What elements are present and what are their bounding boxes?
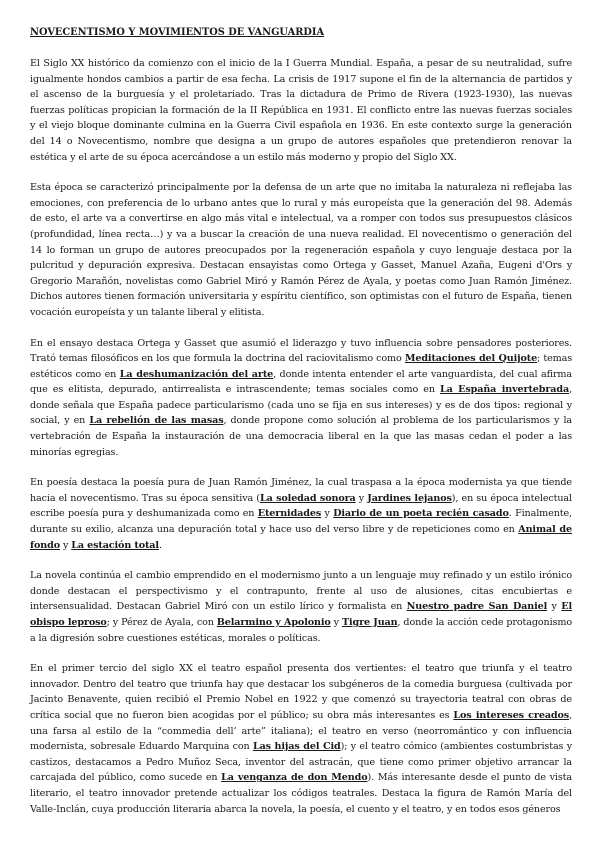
text-span: . Finalmente, durante su exilio, alcanza una depuración total y hace uso del verso libre y de repeticiones como en xyxy=(30,508,572,536)
work-title: Meditaciones del Quijote xyxy=(404,353,538,365)
text-span: En poesía destaca la poesía pura de Juan Ramón Jiménez, la cual traspasa a la época modernista ya que tiende hacia el novecentismo. Tras su época sensitiva ( xyxy=(30,477,572,504)
text-span: En el ensayo destaca Ortega y Gasset que asumió el liderazgo y tuvo influencia sobre pensadores posteriores. Trató temas filosóficos en los que formula la doctrina del raciovitalismo como xyxy=(30,337,572,365)
work-title: Animal de fondo xyxy=(30,524,572,551)
work-title: Los intereses creados xyxy=(453,709,570,721)
paragraph-essay xyxy=(30,336,572,461)
text-span: y xyxy=(355,492,368,504)
text-span: ; temas estéticos como en xyxy=(30,353,573,380)
work-title: La rebelión de las masas xyxy=(89,415,224,427)
work-title: La España invertebrada xyxy=(440,384,570,396)
paragraph-historical-context: El Siglo XX histórico da comienzo con el inicio de la I Guerra Mundial. España, a pesar de su neutralidad, sufre igualmente hondos cambios a partir de esa fecha. La crisis de 1917 supone el fin de la alternancia de partidos y el ascenso de la burguesía y el proletariado. Tras la dictadura de Primo de Rivera (1923-1930), las nuevas fuerzas políticas propician la formación de la II República en 1931. El conflicto entre las nuevas fuerzas sociales y el viejo bloque dominante culmina en la Guerra Civil española en 1936. En este contexto surge la generación del 14 o Novecentismo, nombre que designa a un grupo de autores españoles que pretendieron renovar la estética y el arte de su época acercándose a un estilo más moderno y propio del Siglo XX. xyxy=(30,58,572,163)
text-span: , donde intenta entender el arte vanguardista, del cual afirma que es elitista, depurado, antirrealista e intrascendente; temas sociales como en xyxy=(30,368,573,396)
paragraph-characteristics: Esta época se caracterizó principalmente por la defensa de un arte que no imitaba la naturaleza ni reflejaba las emociones, con preferencia de lo urbano antes que lo rural y más europeísta que la generación del 98. Además de esto, el arte va a convertirse en algo más vital e intelectual, va a romper con todos sus presupuestos clásicos (profundidad, línea recta…) y va a buscar la creación de una nueva realidad. El novecentismo o generación del 14 lo forman un grupo de autores preocupados por la regeneración española y cuyo lenguaje destaca por la pulcritud y depuración expresiva. Destacan ensayistas como Ortega y Gasset, Manuel Azaña, Eugeni d'Ors y Gregorio Marañón, novelistas como Gabriel Miró y Ramón Pérez de Ayala, y poetas como Juan Ramón Jiménez. Dichos autores tienen formación universitaria y espíritu científico, son optimistas con el futuro de España, tienen vocación europeísta y un talante liberal y elitista. xyxy=(30,182,572,318)
text-span: , una farsa al estilo de la “commedia dell’ arte” italiana); el teatro en verso (neorromántico y con influencia modernista, sobresale Eduardo Marquina con xyxy=(30,709,573,753)
work-title: Diario de un poeta recién casado xyxy=(333,508,509,520)
text-span: ; y Pérez de Ayala, con xyxy=(106,617,217,628)
work-title: Eternidades xyxy=(257,508,322,520)
text-span: . xyxy=(158,539,162,551)
text-span: , donde señala que España padece particularismo (cada uno se fija en sus intereses) y es de dos tipos: regional y social, y en xyxy=(30,384,572,427)
text-span: ), en su época intelectual escribe poesía pura y deshumanizada como en xyxy=(30,492,572,520)
work-title: Belarmino y Apolonio xyxy=(216,617,331,628)
text-span: En el primer tercio del siglo XX el teatro español presenta dos vertientes: el teatro que triunfa y el teatro innovador. Dentro del teatro que triunfa hay que destacar los subgéneros de la comedia burguesa (cultivada por Jacinto Benavente, quien recibió el Premio Nobel en 1922 y que comenzó su trayectoria teatral con obras de crítica social que no fueron bien acogidas por el público; su obra más interesantes es xyxy=(30,663,572,721)
work-title: La venganza de don Mendo xyxy=(221,772,368,784)
paragraph-theatre xyxy=(30,661,572,817)
paragraph-poetry xyxy=(30,475,572,553)
work-title: Jardines lejanos xyxy=(367,492,452,504)
text-span: y xyxy=(330,617,342,628)
text-span: y xyxy=(547,601,562,613)
text-span: y xyxy=(321,508,334,520)
work-title: El obispo leproso xyxy=(30,601,572,628)
text-span: La novela continúa el cambio emprendido en el modernismo junto a un lenguaje muy refinado y un estilo irónico donde destacan el perspectivismo y el contrapunto, frente al uso de alusiones, citas encubiertas e intersensualidad. Destacan Gabriel Miró con un estilo lírico y formalista en xyxy=(30,570,572,613)
text-span: , donde la acción cede protagonismo a la digresión sobre cuestiones estéticas, morales o políticas. xyxy=(30,617,572,644)
work-title: La estación total xyxy=(71,539,159,551)
text-span: , donde propone como solución al problema de los particularismos y la vertebración de España la instauración de una democracia liberal en la que las masas cedan el poder a las minorías egregias. xyxy=(30,415,572,458)
text-span: y xyxy=(60,539,72,551)
paragraph-novel xyxy=(30,568,572,646)
work-title: Nuestro padre San Daniel xyxy=(406,601,548,613)
text-span: ); y el teatro cómico (ambientes costumbristas y castizos, destacamos a Pedro Muñoz Seca, inventor del astracán, que tiene como primer objetivo arrancar la carcajada del público, como sucede en xyxy=(30,741,572,784)
document-title: NOVECENTISMO Y MOVIMIENTOS DE VANGUARDIA xyxy=(30,27,325,38)
document-page xyxy=(30,26,572,832)
work-title: La deshumanización del arte xyxy=(119,368,274,380)
work-title: Las hijas del Cid xyxy=(252,741,341,753)
text-span: ). Más interesante desde el punto de vista literario, el teatro innovador pretende actualizar los códigos teatrales. Destaca la figura de Ramón María del Valle-Inclán, cuya producción literaria abarca la novela, la poesía, el cuento y el teatro, y en todos esos géneros xyxy=(30,772,572,815)
work-title: La soledad sonora xyxy=(259,492,356,504)
work-title: Tigre Juan xyxy=(341,617,398,628)
